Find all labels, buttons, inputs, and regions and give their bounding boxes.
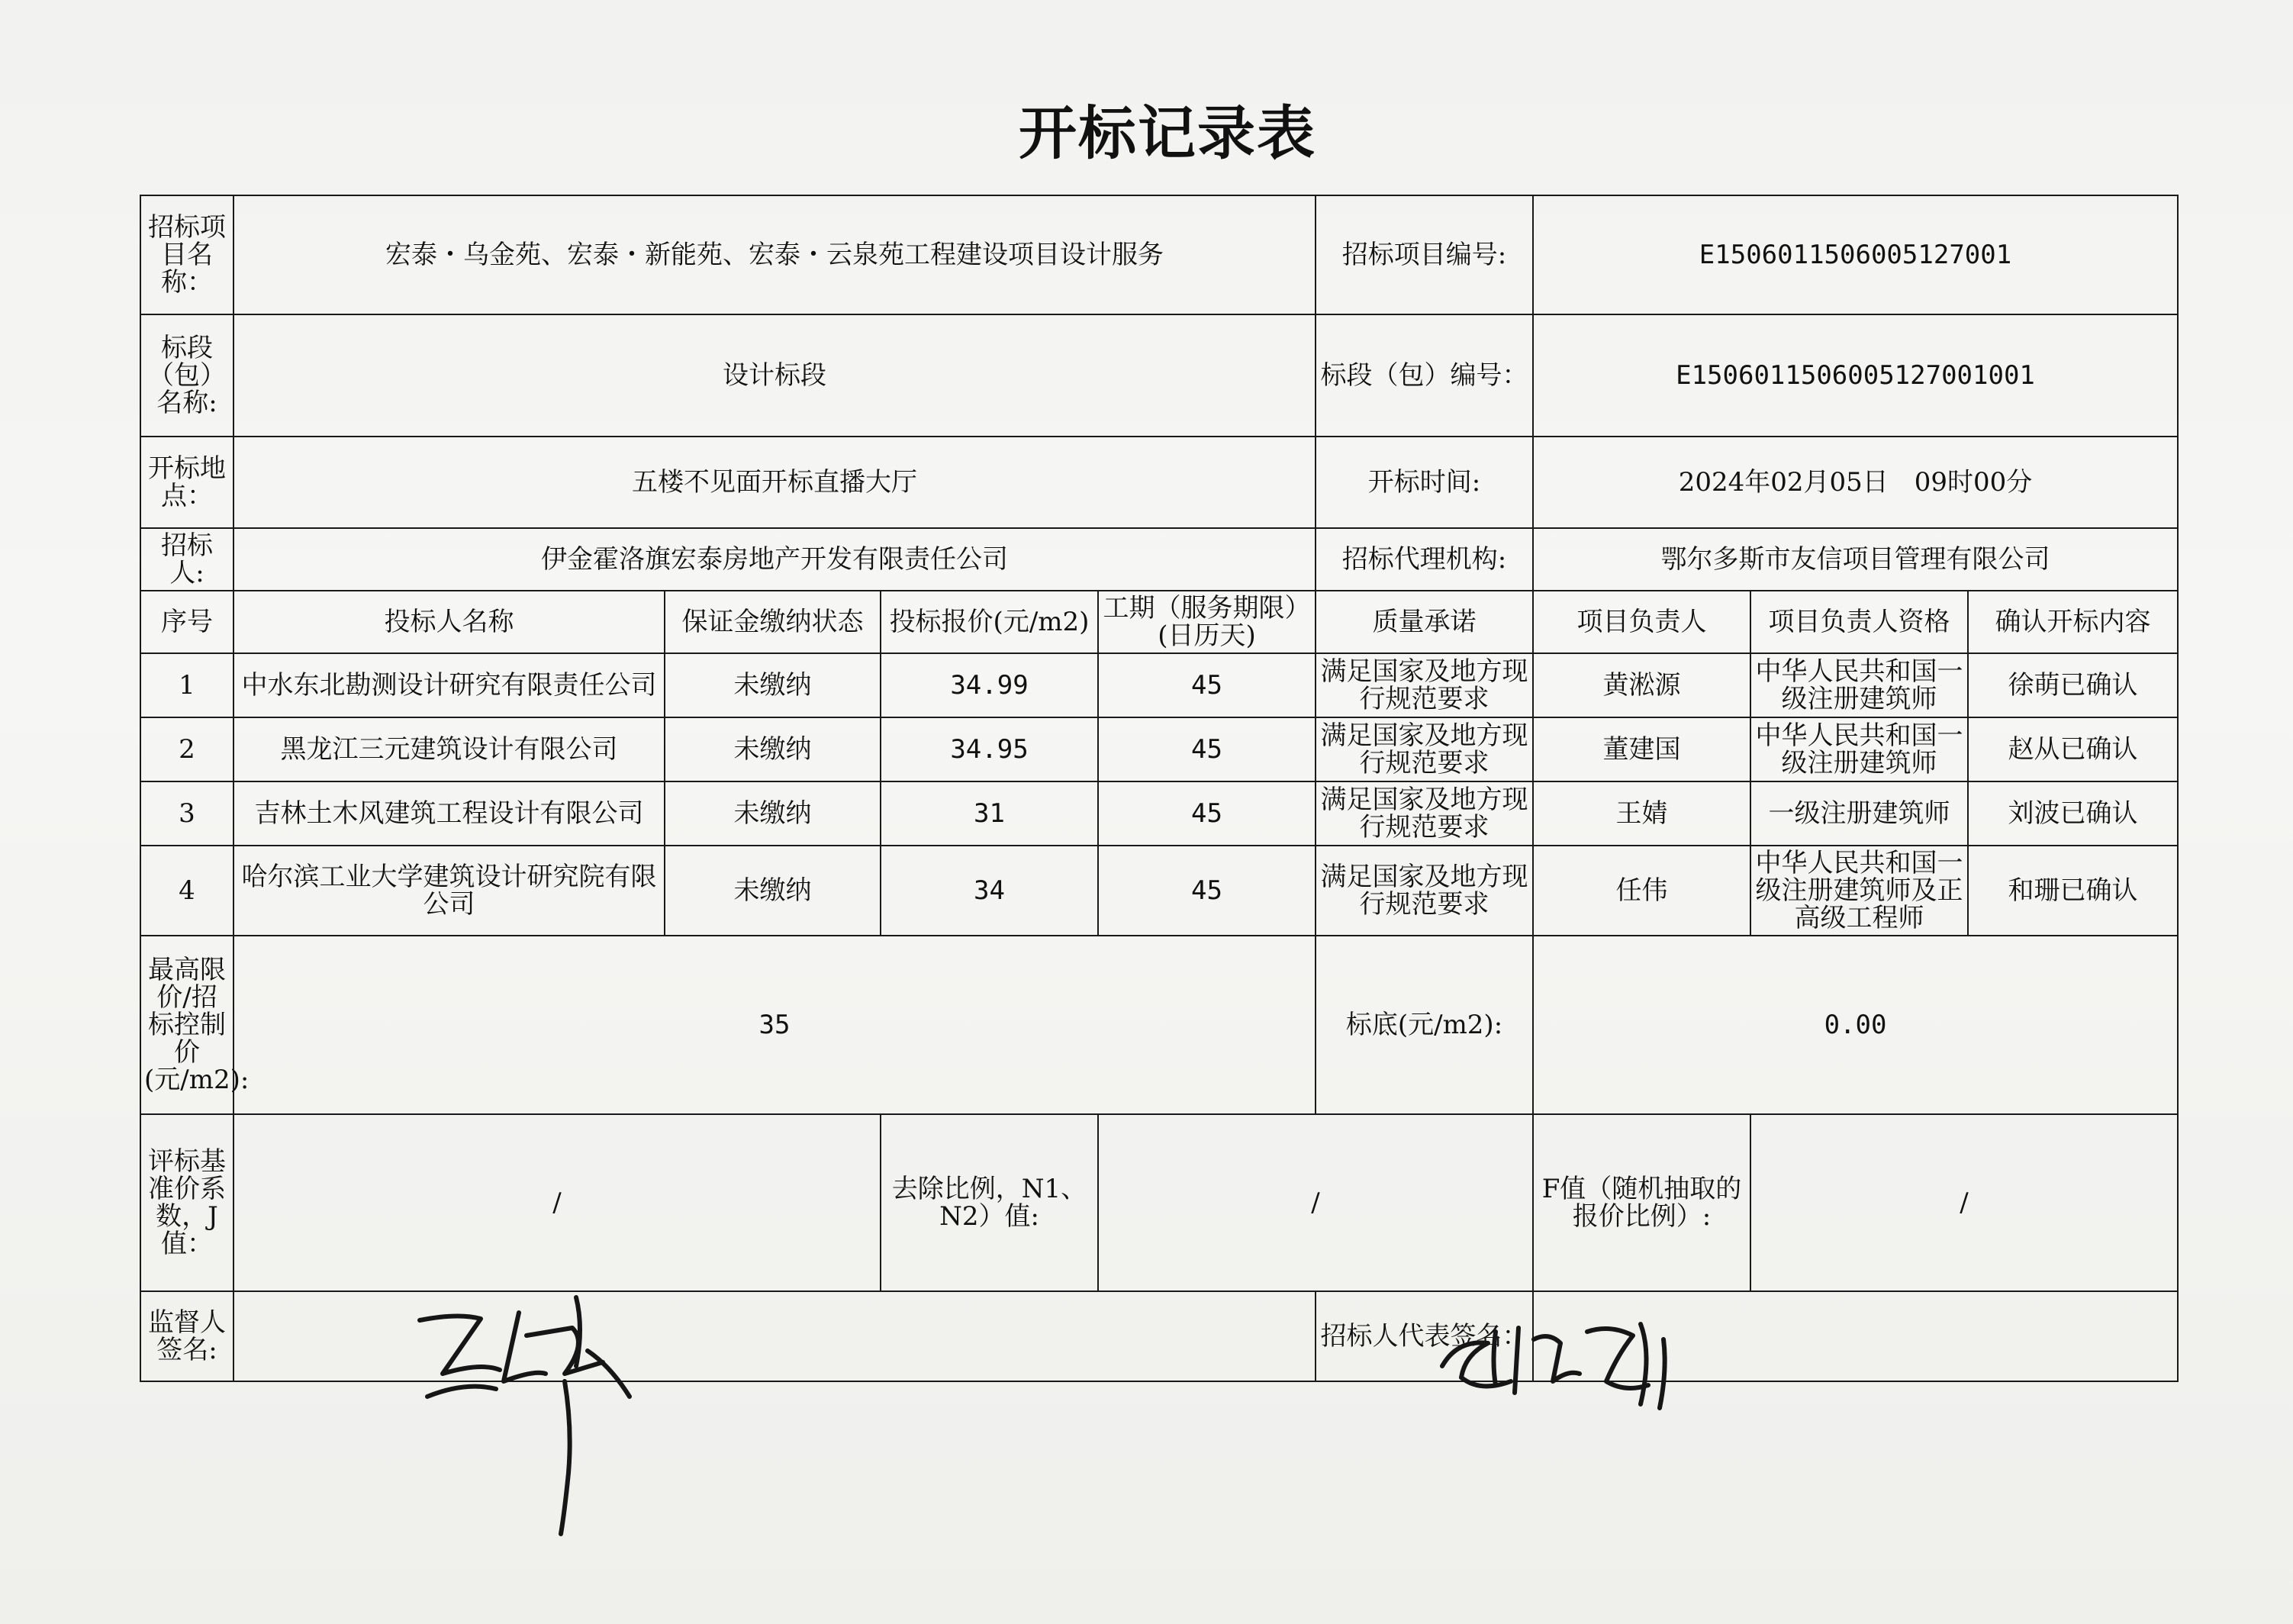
project-name-label: 招标项目名称： [140,195,233,314]
bid-confirm: 徐萌已确认 [1968,653,2178,717]
bid-quality: 满足国家及地方现行规范要求 [1316,781,1533,846]
ratio-value: / [1098,1114,1533,1291]
limit-label: 最高限价/招标控制价(元/m2): [140,936,233,1114]
header-qualification: 项目负责人资格 [1750,591,1968,653]
header-leader: 项目负责人 [1533,591,1750,653]
limit-row [140,936,2178,1114]
supervisor-signature-label: 监督人签名: [140,1291,233,1381]
rep-signature-label: 招标人代表签名： [1316,1291,1533,1381]
limit-value: 35 [233,936,1316,1114]
header-quality: 质量承诺 [1316,591,1533,653]
bid-no: 1 [140,653,233,717]
bid-price: 31 [881,781,1098,846]
bid-period: 45 [1098,653,1316,717]
opening-row [140,437,2178,528]
base-price-value: 0.00 [1533,936,2178,1114]
bid-quality: 满足国家及地方现行规范要求 [1316,717,1533,781]
header-price: 投标报价(元/m2) [881,591,1098,653]
tenderer-label: 招标人: [140,528,233,591]
bid-qualification: 一级注册建筑师 [1750,781,1968,846]
representative-signature [1435,1309,1679,1416]
bid-quality: 满足国家及地方现行规范要求 [1316,846,1533,936]
header-period: 工期（服务期限）(日历天) [1098,591,1316,653]
project-code-label: 招标项目编号: [1316,195,1533,314]
project-row [140,195,2178,314]
f-value: / [1750,1114,2178,1291]
bid-row-2 [140,717,2178,781]
evaluation-row [140,1114,2178,1291]
bid-qualification: 中华人民共和国一级注册建筑师 [1750,653,1968,717]
bid-leader: 任伟 [1533,846,1750,936]
bid-leader: 董建国 [1533,717,1750,781]
header-confirm: 确认开标内容 [1968,591,2178,653]
agency-name: 鄂尔多斯市友信项目管理有限公司 [1533,528,2178,591]
ratio-label: 去除比例，N1、N2）值: [881,1114,1098,1291]
bid-price: 34.99 [881,653,1098,717]
bid-bidder: 哈尔滨工业大学建筑设计研究院有限公司 [233,846,665,936]
opening-time-label: 开标时间: [1316,437,1533,528]
bid-no: 2 [140,717,233,781]
supervisor-signature-cell [233,1291,1316,1381]
tenderer-name: 伊金霍洛旗宏泰房地产开发有限责任公司 [233,528,1316,591]
opening-time: 2024年02月05日 09时00分 [1533,437,2178,528]
section-name-label: 标段（包）名称: [140,314,233,437]
project-code: E1506011506005127001 [1533,195,2178,314]
bid-opening-table [140,195,2179,1382]
opening-place: 五楼不见面开标直播大厅 [233,437,1316,528]
bid-deposit: 未缴纳 [665,653,881,717]
bid-leader: 黄淞源 [1533,653,1750,717]
header-no: 序号 [140,591,233,653]
bid-period: 45 [1098,846,1316,936]
bid-no: 4 [140,846,233,936]
bid-qualification: 中华人民共和国一级注册建筑师及正高级工程师 [1750,846,1968,936]
bid-deposit: 未缴纳 [665,781,881,846]
evaluation-label: 评标基准价系数，J值： [140,1114,233,1291]
f-value-label: F值（随机抽取的报价比例）: [1533,1114,1750,1291]
base-price-label: 标底(元/m2): [1316,936,1533,1114]
bid-leader: 王婧 [1533,781,1750,846]
evaluation-value: / [233,1114,881,1291]
section-row [140,314,2178,437]
bid-quality: 满足国家及地方现行规范要求 [1316,653,1533,717]
bid-qualification: 中华人民共和国一级注册建筑师 [1750,717,1968,781]
header-deposit: 保证金缴纳状态 [665,591,881,653]
section-name: 设计标段 [233,314,1316,437]
supervisor-signature [412,1282,641,1542]
tenderer-row [140,528,2178,591]
project-name: 宏泰・乌金苑、宏泰・新能苑、宏泰・云泉苑工程建设项目设计服务 [233,195,1316,314]
bid-confirm: 刘波已确认 [1968,781,2178,846]
bid-confirm: 和珊已确认 [1968,846,2178,936]
bid-row-3 [140,781,2178,846]
bid-period: 45 [1098,717,1316,781]
page-title: 开标记录表 [1019,99,1316,167]
agency-label: 招标代理机构: [1316,528,1533,591]
opening-place-label: 开标地点： [140,437,233,528]
bid-bidder: 吉林土木风建筑工程设计有限公司 [233,781,665,846]
bid-confirm: 赵从已确认 [1968,717,2178,781]
bid-bidder: 中水东北勘测设计研究有限责任公司 [233,653,665,717]
bids-header-row [140,591,2178,653]
bid-no: 3 [140,781,233,846]
bid-deposit: 未缴纳 [665,717,881,781]
bid-deposit: 未缴纳 [665,846,881,936]
header-bidder: 投标人名称 [233,591,665,653]
section-code: E1506011506005127001001 [1533,314,2178,437]
bid-bidder: 黑龙江三元建筑设计有限公司 [233,717,665,781]
bid-price: 34.95 [881,717,1098,781]
bid-period: 45 [1098,781,1316,846]
bid-row-4 [140,846,2178,936]
bid-row-1 [140,653,2178,717]
section-code-label: 标段（包）编号： [1316,314,1533,437]
bid-price: 34 [881,846,1098,936]
